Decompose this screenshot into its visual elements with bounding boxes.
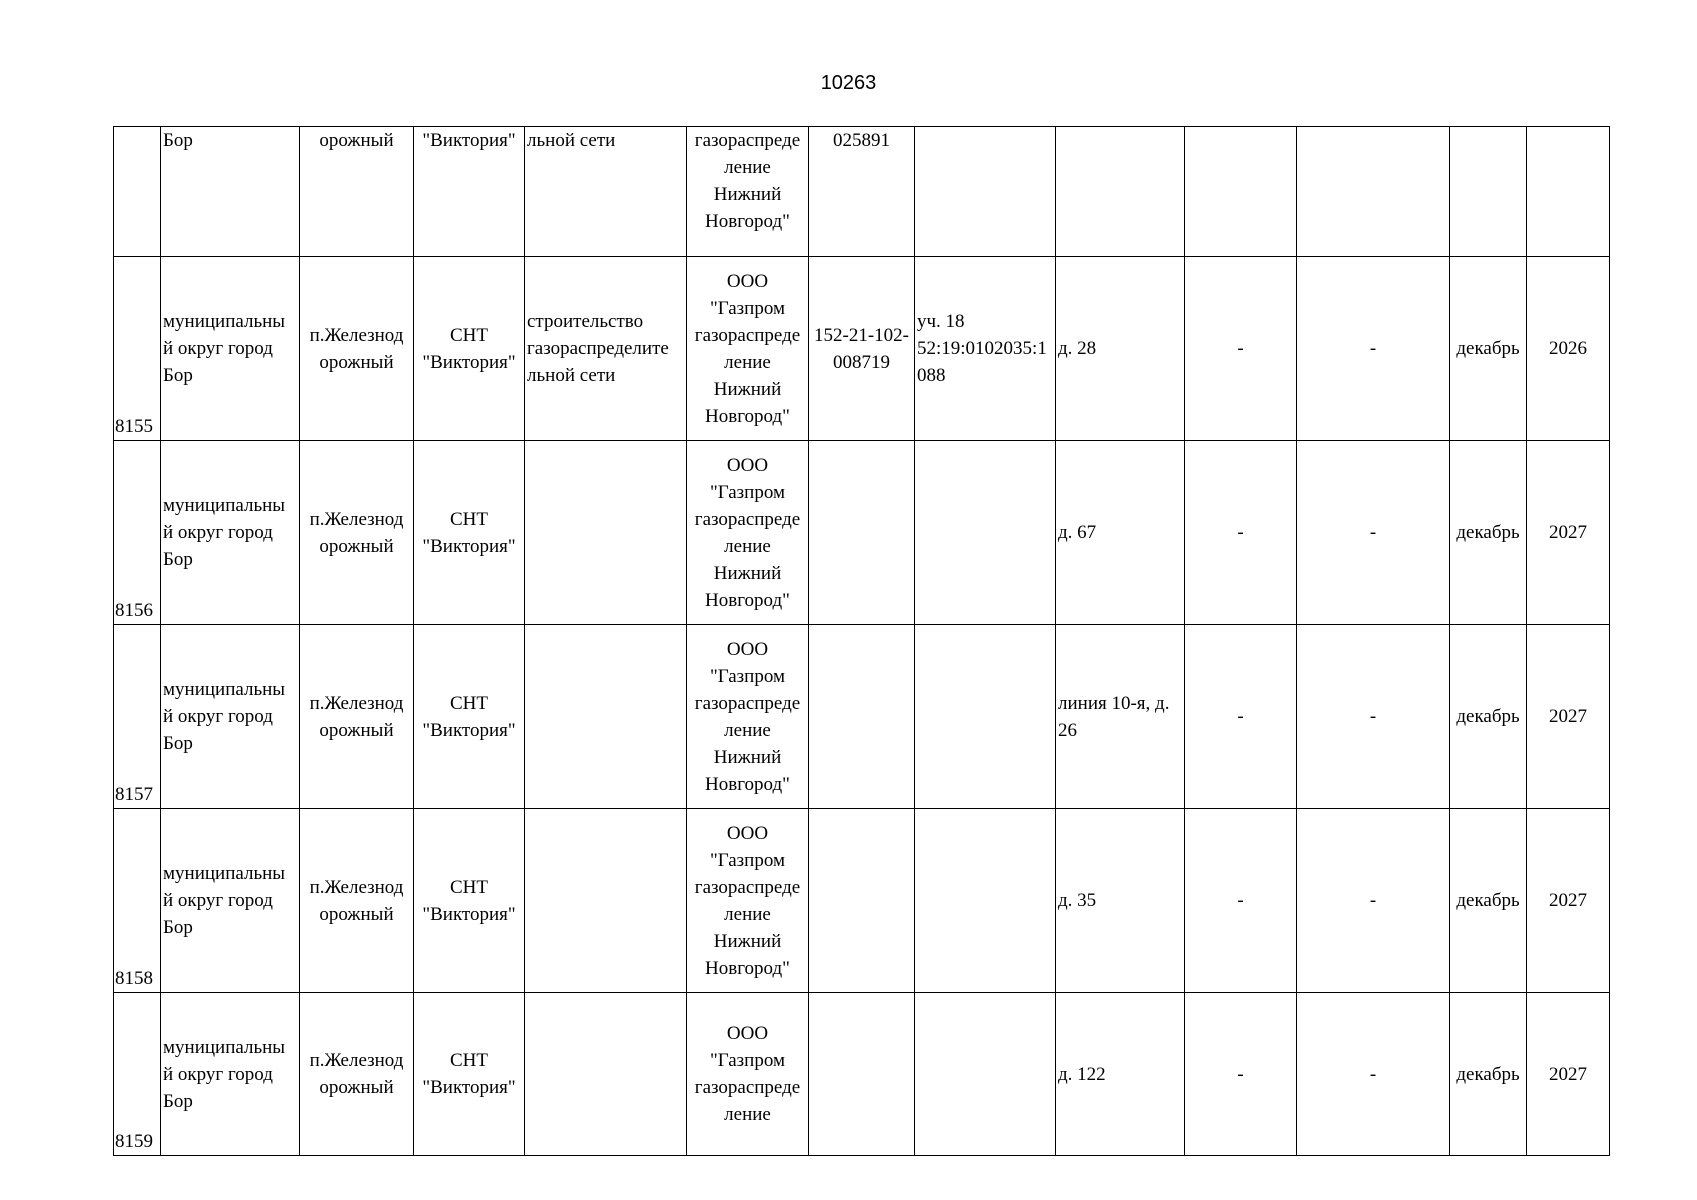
cell-organization bbox=[687, 993, 809, 1156]
cell-settlement: п.Железнод орожный bbox=[300, 993, 414, 1156]
cell-organization-text: ООО "Газпром газораспреде ление bbox=[694, 1023, 801, 1125]
cell-code bbox=[809, 441, 915, 625]
cell-settlement: п.Железнод орожный bbox=[300, 809, 414, 993]
cell-work: строительство газораспределите льной сети bbox=[525, 257, 687, 441]
cell-settlement: п.Железнод орожный bbox=[300, 625, 414, 809]
cell-snt: СНТ "Виктория" bbox=[414, 257, 525, 441]
cell-house: д. 35 bbox=[1056, 809, 1185, 993]
cell-year bbox=[1527, 127, 1610, 257]
cell-house: д. 122 bbox=[1056, 993, 1185, 1156]
cell-number: 8155 bbox=[114, 257, 161, 441]
cell-col9: - bbox=[1185, 257, 1297, 441]
cell-month bbox=[1450, 127, 1527, 257]
cell-col9: - bbox=[1185, 441, 1297, 625]
cell-organization: ООО "Газпром газораспреде ление Нижний Новгород" bbox=[687, 809, 809, 993]
cell-organization: ООО "Газпром газораспреде ление Нижний Новгород" bbox=[687, 625, 809, 809]
cell-col10: - bbox=[1297, 809, 1450, 993]
cell-col10: - bbox=[1297, 625, 1450, 809]
cell-month: декабрь bbox=[1450, 441, 1527, 625]
table-row bbox=[114, 993, 1610, 1156]
cell-month: декабрь bbox=[1450, 257, 1527, 441]
cell-house: линия 10-я, д. 26 bbox=[1056, 625, 1185, 809]
cell-snt: СНТ "Виктория" bbox=[414, 809, 525, 993]
cell-number bbox=[114, 127, 161, 257]
cell-col9: - bbox=[1185, 809, 1297, 993]
cell-cadastre bbox=[915, 993, 1056, 1156]
cell-organization: ООО "Газпром газораспреде ление Нижний Новгород" bbox=[687, 257, 809, 441]
cell-code: 025891 bbox=[809, 127, 915, 257]
cell-code bbox=[809, 993, 915, 1156]
cell-col10: - bbox=[1297, 993, 1450, 1156]
cell-cadastre: уч. 18 52:19:0102035:1 088 bbox=[915, 257, 1056, 441]
cell-year: 2027 bbox=[1527, 993, 1610, 1156]
cell-municipality: муниципальны й округ город Бор bbox=[161, 441, 300, 625]
cell-municipality: муниципальны й округ город Бор bbox=[161, 809, 300, 993]
register-table bbox=[113, 126, 1610, 1156]
cell-snt: СНТ "Виктория" bbox=[414, 993, 525, 1156]
cell-col9: - bbox=[1185, 993, 1297, 1156]
cell-month: декабрь bbox=[1450, 993, 1527, 1156]
cell-year: 2027 bbox=[1527, 441, 1610, 625]
cell-year: 2027 bbox=[1527, 625, 1610, 809]
cell-work bbox=[525, 441, 687, 625]
cell-municipality: Бор bbox=[161, 127, 300, 257]
cell-number: 8157 bbox=[114, 625, 161, 809]
cell-settlement: п.Железнод орожный bbox=[300, 441, 414, 625]
cell-number: 8156 bbox=[114, 441, 161, 625]
cell-code bbox=[809, 625, 915, 809]
cell-work bbox=[525, 625, 687, 809]
table-row-continuation bbox=[114, 127, 1610, 257]
table-row bbox=[114, 625, 1610, 809]
cell-cadastre bbox=[915, 809, 1056, 993]
cell-settlement: п.Железнод орожный bbox=[300, 257, 414, 441]
cell-house bbox=[1056, 127, 1185, 257]
cell-number: 8158 bbox=[114, 809, 161, 993]
cell-work: льной сети bbox=[525, 127, 687, 257]
cell-settlement: орожный bbox=[300, 127, 414, 257]
cell-year: 2026 bbox=[1527, 257, 1610, 441]
cell-month: декабрь bbox=[1450, 809, 1527, 993]
table-row bbox=[114, 441, 1610, 625]
cell-col10: - bbox=[1297, 257, 1450, 441]
cell-organization: ООО "Газпром газораспреде ление Нижний Новгород" bbox=[687, 441, 809, 625]
cell-col10: - bbox=[1297, 441, 1450, 625]
cell-col9 bbox=[1185, 127, 1297, 257]
table-row bbox=[114, 809, 1610, 993]
cell-snt: СНТ "Виктория" bbox=[414, 625, 525, 809]
cell-month: декабрь bbox=[1450, 625, 1527, 809]
cell-house: д. 28 bbox=[1056, 257, 1185, 441]
cell-municipality: муниципальны й округ город Бор bbox=[161, 625, 300, 809]
cell-col10 bbox=[1297, 127, 1450, 257]
cell-col9: - bbox=[1185, 625, 1297, 809]
cell-cadastre bbox=[915, 441, 1056, 625]
cell-year: 2027 bbox=[1527, 809, 1610, 993]
cell-snt: СНТ "Виктория" bbox=[414, 441, 525, 625]
cell-number: 8159 bbox=[114, 993, 161, 1156]
cell-cadastre bbox=[915, 127, 1056, 257]
cell-code: 152-21-102- 008719 bbox=[809, 257, 915, 441]
cell-municipality: муниципальны й округ город Бор bbox=[161, 257, 300, 441]
cell-municipality: муниципальны й округ город Бор bbox=[161, 993, 300, 1156]
cell-work bbox=[525, 993, 687, 1156]
cell-work bbox=[525, 809, 687, 993]
cell-code bbox=[809, 809, 915, 993]
cell-house: д. 67 bbox=[1056, 441, 1185, 625]
cell-snt: "Виктория" bbox=[414, 127, 525, 257]
table-row bbox=[114, 257, 1610, 441]
cell-cadastre bbox=[915, 625, 1056, 809]
cell-organization: газораспреде ление Нижний Новгород" bbox=[687, 127, 809, 257]
page-number: 10263 bbox=[820, 72, 877, 94]
